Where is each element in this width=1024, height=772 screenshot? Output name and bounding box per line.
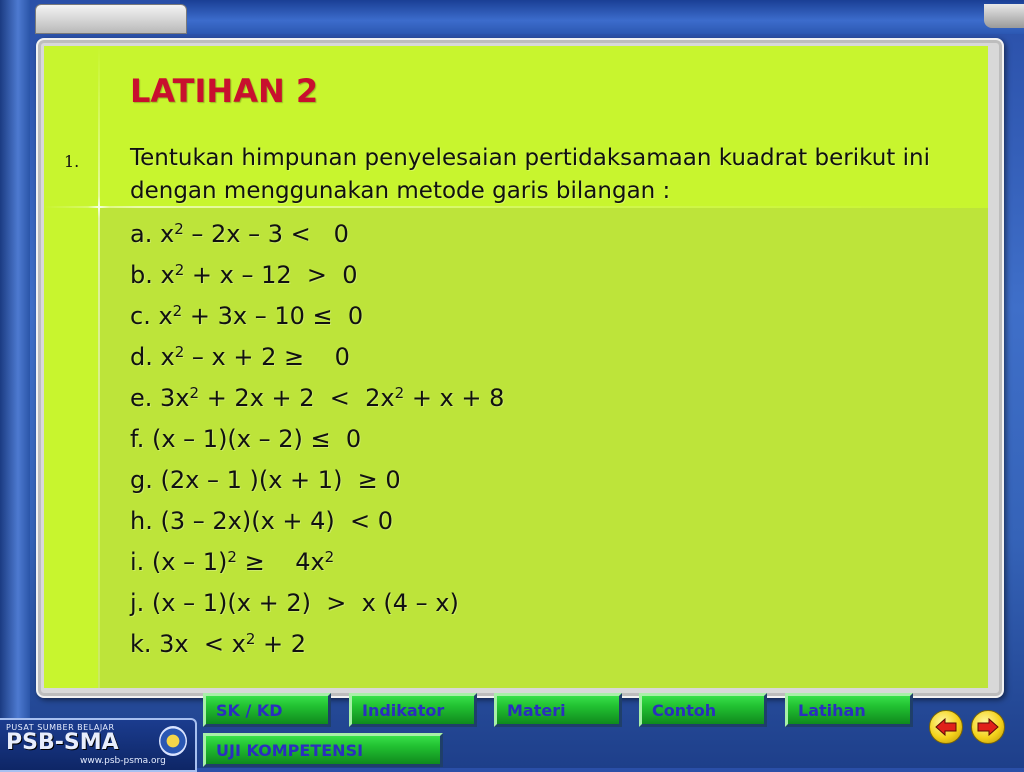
expression-part: – 2x – 3 < 0: [183, 220, 349, 248]
item-label: d.: [130, 343, 153, 371]
inequality-item: [130, 378, 504, 419]
exponent: 2: [172, 302, 183, 320]
expression-part: x: [152, 343, 175, 371]
exponent: 2: [245, 630, 256, 648]
emblem-icon: [159, 726, 187, 756]
arrow-left-icon: [935, 718, 957, 736]
expression-part: + 3x – 10 ≤ 0: [182, 302, 364, 330]
exponent: 2: [174, 261, 185, 279]
prev-slide-button[interactable]: [929, 710, 963, 744]
page-title: LATIHAN 2: [130, 72, 319, 110]
item-label: k.: [130, 630, 152, 658]
next-slide-button[interactable]: [971, 710, 1005, 744]
inequality-item: [130, 255, 504, 296]
logo-url: www.psb-psma.org: [80, 756, 166, 766]
nav-indikator-label: Indikator: [362, 701, 445, 720]
nav-contoh-label: Contoh: [652, 701, 717, 720]
expression-part: x: [152, 220, 175, 248]
question-number: 1.: [64, 152, 80, 171]
item-label: a.: [130, 220, 153, 248]
expression-part: + x + 8: [404, 384, 505, 412]
expression-part: (3 – 2x)(x + 4) < 0: [152, 507, 394, 535]
inequality-item: [130, 296, 504, 337]
inequality-item: [130, 460, 504, 501]
nav-uji-kompetensi-button[interactable]: [203, 733, 443, 767]
item-label: i.: [130, 548, 145, 576]
expression-part: x: [152, 261, 175, 289]
exponent: 2: [174, 220, 184, 238]
inequality-list: [130, 214, 504, 665]
nav-latihan-button[interactable]: [785, 693, 913, 727]
inequality-item: [130, 583, 504, 624]
expression-part: – x + 2 ≥ 0: [184, 343, 350, 371]
arrow-right-icon: [977, 718, 999, 736]
item-label: e.: [130, 384, 153, 412]
inequality-item: [130, 419, 504, 460]
expression-part: (x – 1)(x + 2) > x (4 – x): [144, 589, 459, 617]
item-label: f.: [130, 425, 145, 453]
nav-materi-label: Materi: [507, 701, 566, 720]
exponent: 2: [189, 384, 200, 402]
nav-indikator-button[interactable]: [349, 693, 477, 727]
item-label: j.: [130, 589, 145, 617]
inequality-item: [130, 501, 504, 542]
window-frame-top: [180, 0, 1024, 34]
psb-sma-logo: [0, 718, 197, 772]
item-label: c.: [130, 302, 151, 330]
sparkle-icon: [88, 196, 110, 218]
exponent: 2: [324, 548, 335, 566]
window-top-tab: [35, 4, 187, 34]
expression-part: (2x – 1 )(x + 1) ≥ 0: [152, 466, 401, 494]
inequality-item: [130, 624, 504, 665]
exponent: 2: [227, 548, 237, 566]
item-label: b.: [130, 261, 153, 289]
expression-part: x: [150, 302, 173, 330]
expression-part: (x – 1): [144, 548, 228, 576]
window-frame-left: [0, 0, 30, 768]
expression-part: (x – 1)(x – 2) ≤ 0: [144, 425, 362, 453]
expression-part: + x – 12 > 0: [184, 261, 358, 289]
exponent: 2: [394, 384, 405, 402]
nav-contoh-button[interactable]: [639, 693, 767, 727]
item-label: g.: [130, 466, 153, 494]
decor-vertical-line: [98, 46, 100, 688]
expression-part: + 2: [255, 630, 307, 658]
slide-content: [44, 46, 988, 688]
expression-part: 3x: [152, 384, 190, 412]
nav-sk-kd-button[interactable]: [203, 693, 331, 727]
expression-part: + 2x + 2 < 2x: [199, 384, 395, 412]
inequality-item: [130, 214, 504, 255]
logo-brand: PSB-SMA: [6, 730, 119, 755]
nav-materi-button[interactable]: [494, 693, 622, 727]
nav-sk-kd-label: SK / KD: [216, 701, 283, 720]
inequality-item: [130, 337, 504, 378]
logo-subtitle: PUSAT SUMBER BELAJAR: [6, 723, 115, 732]
item-label: h.: [130, 507, 153, 535]
question-instruction: Tentukan himpunan penyelesaian pertidaksamaan kuadrat berikut ini dengan menggunakan metode garis bilangan :: [130, 145, 930, 204]
inequality-item: [130, 542, 504, 583]
nav-latihan-label: Latihan: [798, 701, 866, 720]
expression-part: 3x < x: [151, 630, 246, 658]
exponent: 2: [174, 343, 185, 361]
expression-part: ≥ 4x: [236, 548, 325, 576]
nav-uji-kompetensi-label: UJI KOMPETENSI: [216, 741, 364, 760]
frame-cap: [984, 4, 1024, 28]
